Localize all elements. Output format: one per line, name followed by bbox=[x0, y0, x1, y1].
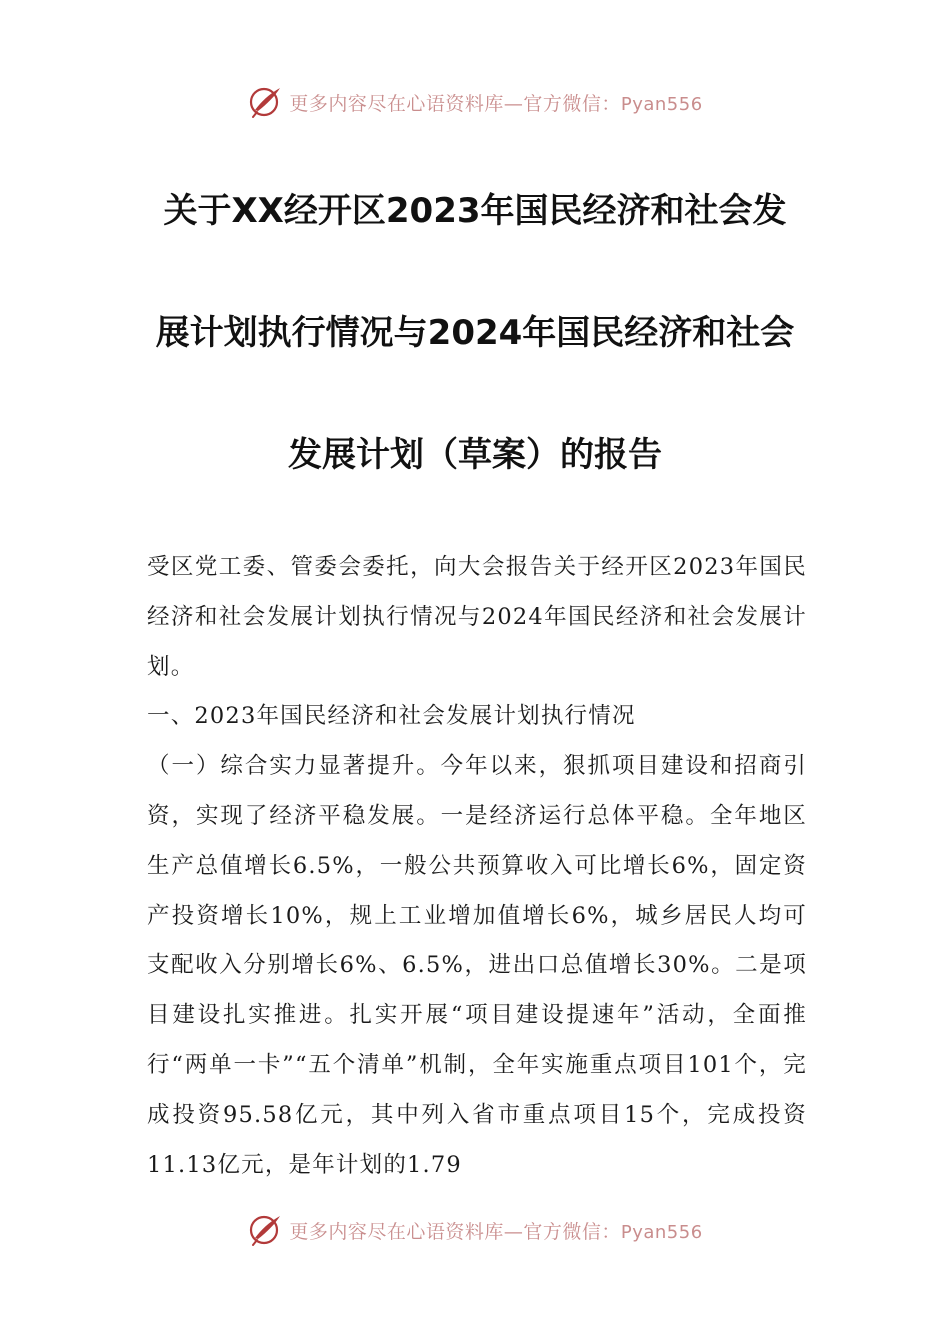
document-title bbox=[130, 150, 820, 516]
watermark-text: 更多内容尽在心语资料库—官方微信：Pyan556 bbox=[289, 92, 703, 115]
section-heading: 一、2023年国民经济和社会发展计划执行情况 bbox=[147, 703, 636, 730]
intro-paragraph: 受区党工委、管委会委托，向大会报告关于经开区2023年国民经济和社会发展计划执行情况与2024年国民经济和社会发展计划。 bbox=[147, 554, 807, 680]
watermark-footer bbox=[0, 1210, 950, 1250]
watermark-text: 更多内容尽在心语资料库—官方微信：Pyan556 bbox=[289, 1220, 703, 1243]
watermark-header bbox=[0, 82, 950, 122]
title-line-2: 展计划执行情况与2024年国民经济和社会 bbox=[155, 313, 795, 353]
quill-logo-icon bbox=[247, 1212, 283, 1248]
title-line-3: 发展计划（草案）的报告 bbox=[288, 435, 662, 475]
section-paragraph: （一）综合实力显著提升。今年以来，狠抓项目建设和招商引资，实现了经济平稳发展。一是经济运行总体平稳。全年地区生产总值增长6.5%，一般公共预算收入可比增长6%，固定资产投资增长10%，规上工业增加值增长6%，城乡居民人均可支配收入分别增长6%、6.5%，进出口总值增长30%。二是项目建设扎实推进。扎实开展“项目建设提速年”活动，全面推行“两单一卡”“五个清单”机制，全年实施重点项目101个，完成投资95.58亿元，其中列入省市重点项目15个，完成投资11.13亿元，是年计划的1.79 bbox=[147, 753, 807, 1178]
title-line-1: 关于XX经开区2023年国民经济和社会发 bbox=[163, 191, 787, 231]
document-body bbox=[147, 543, 807, 1190]
quill-logo-icon bbox=[247, 84, 283, 120]
